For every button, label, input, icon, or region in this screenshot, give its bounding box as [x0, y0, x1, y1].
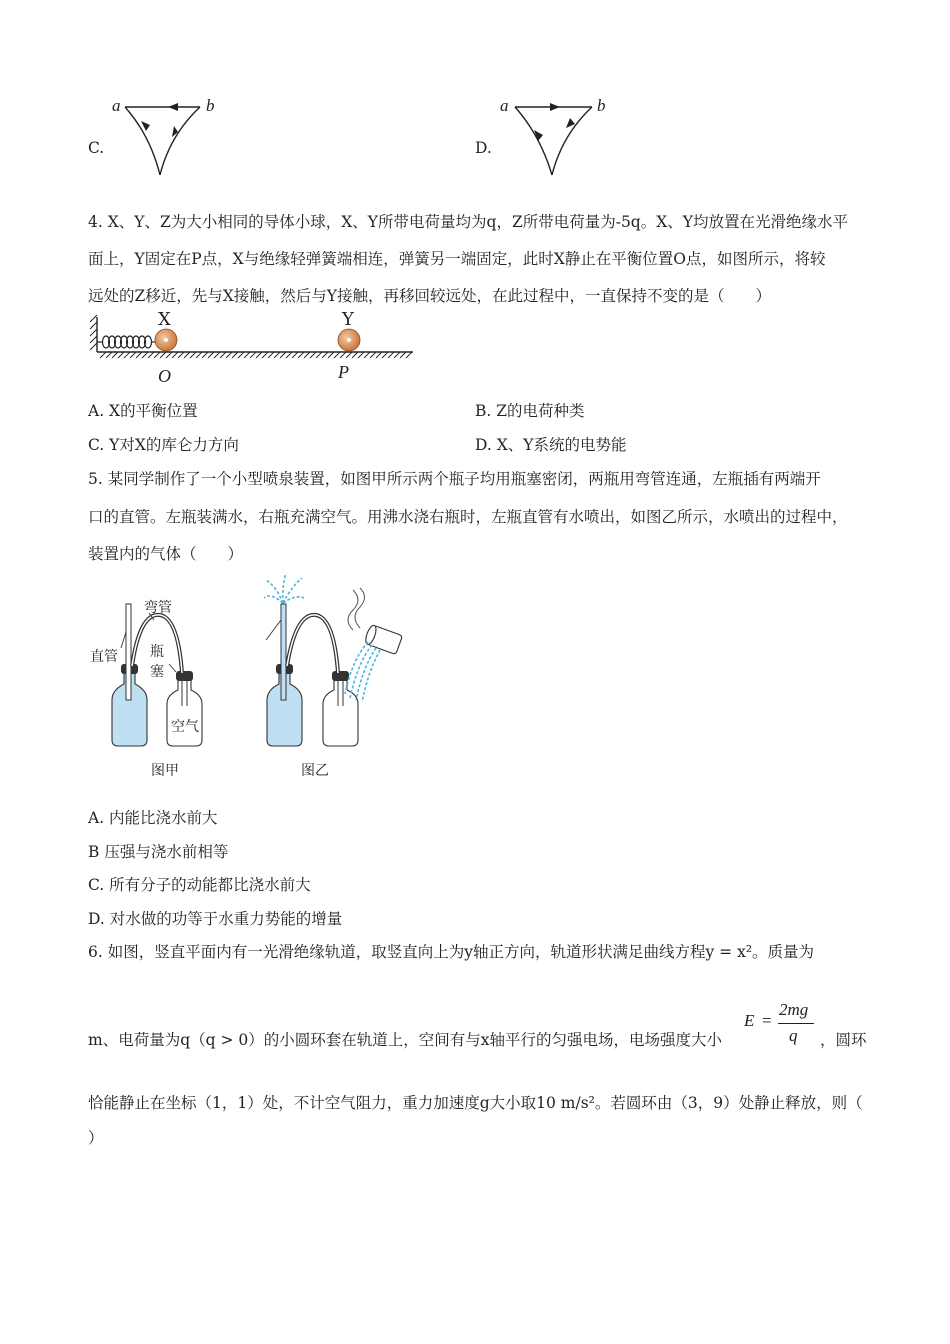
- q5-option-a: A. 内能比浇水前大: [88, 809, 218, 827]
- q5-option-c: C. 所有分子的动能都比浇水前大: [88, 876, 311, 894]
- q6-text-line-3: 恰能静止在坐标（1，1）处，不计空气阻力，重力加速度g大小取10 m/s²。若圆环由（3，9）处静止释放，则（: [88, 1094, 863, 1112]
- q4-option-b: B. Z的电荷种类: [475, 402, 585, 420]
- q4-option-c: C. Y对X的库仑力方向: [88, 436, 239, 454]
- q5-label-bent-tube: 弯管: [144, 600, 172, 616]
- q4-text-line-2: 面上，Y固定在P点，X与绝缘轻弹簧端相连，弹簧另一端固定，此时X静止在平衡位置O点，如图所示，将较: [88, 250, 826, 268]
- q4-label-y: Y: [342, 309, 354, 330]
- q6-fraction-bar: [778, 1023, 814, 1024]
- q5-option-b: B 压强与浇水前相等: [88, 843, 229, 861]
- q4-option-a: A. X的平衡位置: [88, 402, 198, 420]
- q3-option-c-label: C.: [88, 139, 105, 157]
- q6-text-line-4: ）: [88, 1129, 104, 1147]
- q5-caption-b: 图乙: [301, 763, 329, 779]
- q6-formula-e: E: [744, 1011, 755, 1030]
- q3-c-label-a: a: [112, 96, 121, 115]
- q3-option-d-label: D.: [475, 139, 492, 157]
- q4-option-d: D. X、Y系统的电势能: [475, 436, 627, 454]
- q4-text-line-3: 远处的Z移近，先与X接触，然后与Y接触，再移回较远处，在此过程中，一直保持不变的是（ ）: [88, 287, 772, 305]
- q5-text-line-3: 装置内的气体（ ）: [88, 545, 244, 563]
- q6-formula-eq: =: [762, 1011, 772, 1030]
- q5-label-air: 空气: [171, 719, 199, 735]
- q5-caption-a: 图甲: [151, 763, 179, 779]
- q4-label-x: X: [158, 309, 171, 330]
- q5-label-stopper-1: 瓶: [150, 644, 164, 660]
- q6-text-line-2a: m、电荷量为q（q > 0）的小圆环套在轨道上，空间有与x轴平行的匀强电场，电场强度大小: [88, 1031, 722, 1049]
- q3-d-label-a: a: [500, 96, 509, 115]
- q3-d-label-b: b: [597, 96, 606, 115]
- q4-label-o: O: [158, 366, 171, 386]
- q4-text-line-1: 4. X、Y、Z为大小相同的导体小球，X、Y所带电荷量均为q，Z所带电荷量为-5q。X、Y均放置在光滑绝缘水平: [88, 213, 849, 231]
- q5-text-line-1: 5. 某同学制作了一个小型喷泉装置，如图甲所示两个瓶子均用瓶塞密闭，两瓶用弯管连通，左瓶插有两端开: [88, 470, 821, 488]
- q6-formula-numerator: 2mg: [779, 1000, 809, 1019]
- q5-option-d: D. 对水做的功等于水重力势能的增量: [88, 910, 343, 928]
- q4-label-p: P: [338, 362, 349, 382]
- q5-label-straight-tube: 直管: [90, 649, 118, 665]
- q6-text-line-2b: ，圆环: [820, 1031, 867, 1049]
- q6-text-line-1: 6. 如图，竖直平面内有一光滑绝缘轨道，取竖直向上为y轴正方向，轨道形状满足曲线方程y = x²。质量为: [88, 943, 815, 961]
- q5-label-stopper-2: 塞: [150, 664, 164, 680]
- q5-text-line-2: 口的直管。左瓶装满水，右瓶充满空气。用沸水浇右瓶时，左瓶直管有水喷出，如图乙所示，水喷出的过程中，: [88, 508, 848, 526]
- q3-c-label-b: b: [206, 96, 215, 115]
- q6-formula-denominator: q: [789, 1026, 798, 1045]
